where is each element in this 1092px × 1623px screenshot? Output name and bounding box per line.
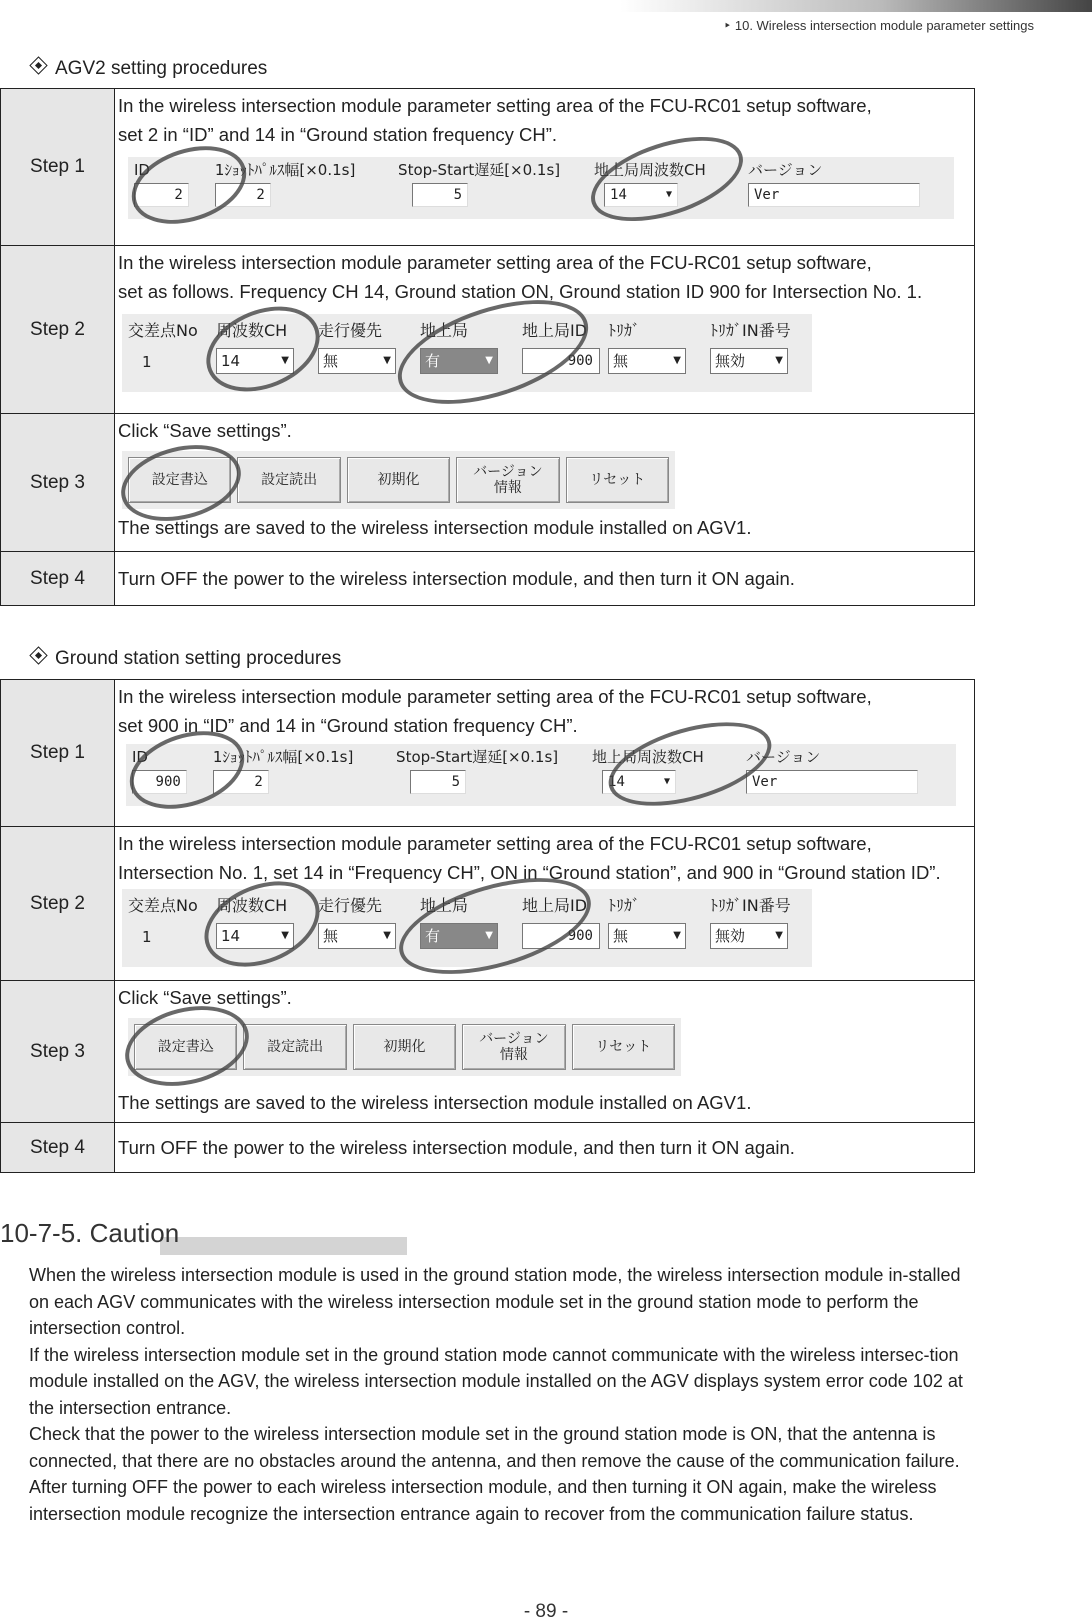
freq-value: 14 [221, 352, 241, 370]
ground-station-label: 地上局 [420, 321, 469, 340]
step-body: Turn OFF the power to the wireless intersection module, and then turn it ON again. [115, 1123, 975, 1173]
trigger-select[interactable] [608, 348, 686, 374]
dropdown-arrow-icon: ▼ [281, 930, 289, 941]
caution-heading: 10-7-5. Caution [0, 1218, 180, 1248]
dropdown-arrow-icon: ▼ [281, 355, 289, 366]
ground-heading-text: Ground station setting procedures [55, 648, 342, 669]
dropdown-arrow-icon: ▼ [673, 930, 681, 941]
buttons-screenshot [128, 1018, 681, 1076]
dropdown-arrow-icon: ▼ [383, 355, 391, 366]
instruction-line: set 900 in “ID” and 14 in “Ground station frequency CH”. [118, 715, 578, 736]
gs-freq-label: 地上局周波数CH [592, 748, 704, 766]
gs-freq-value: 14 [610, 187, 627, 203]
dropdown-arrow-icon: ▼ [775, 930, 783, 941]
trigger-in-select[interactable] [710, 348, 788, 374]
save-settings-button[interactable]: 設定書込 [128, 457, 231, 503]
priority-label: 走行優先 [318, 896, 383, 915]
version-info-button[interactable]: バージョン 情報 [456, 457, 559, 503]
step-label: Step 3 [1, 414, 115, 552]
freq-select[interactable] [216, 923, 294, 949]
version-label: バージョン [748, 161, 823, 179]
trigger-value: 無 [613, 927, 629, 945]
step-label: Step 4 [1, 552, 115, 606]
step-label: Step 4 [1, 1123, 115, 1173]
trigger-value: 無 [613, 352, 629, 370]
version-info-button[interactable]: バージョン 情報 [462, 1024, 565, 1070]
ground-station-label: 地上局 [420, 896, 469, 915]
step-body [115, 414, 975, 552]
instruction-line: set 2 in “ID” and 14 in “Ground station frequency CH”. [118, 124, 558, 145]
diamond-bullet-icon [29, 646, 47, 664]
running-header: ‣ 10. Wireless intersection module parameter settings [723, 18, 1034, 33]
intersection-no-value: 1 [142, 353, 152, 371]
ground-steps-table [0, 679, 975, 1173]
header-gradient-bar [620, 0, 1092, 12]
agv2-heading-text: AGV2 setting procedures [55, 58, 268, 79]
reset-button[interactable]: リセット [566, 457, 669, 503]
pulse-width-field[interactable]: 2 [213, 770, 269, 794]
read-settings-button[interactable]: 設定読出 [243, 1024, 346, 1070]
intersection-screenshot [122, 889, 812, 967]
dropdown-arrow-icon: ▼ [383, 930, 391, 941]
trigger-in-value: 無効 [715, 927, 746, 945]
instruction-line: In the wireless intersection module parameter setting area of the FCU-RC01 setup software, [118, 686, 872, 707]
ground-step3-row [1, 981, 975, 1123]
ground-station-id-label: 地上局ID [522, 896, 588, 915]
agv2-step4-row [1, 552, 975, 606]
trigger-label: ﾄﾘｶﾞ [608, 896, 641, 915]
ground-station-select[interactable] [420, 348, 498, 374]
instruction-line: In the wireless intersection module parameter setting area of the FCU-RC01 setup software, [118, 252, 872, 273]
id-label: ID [132, 748, 148, 766]
agv2-steps-table [0, 88, 975, 606]
trigger-in-label: ﾄﾘｶﾞIN番号 [710, 321, 791, 340]
dropdown-arrow-icon: ▼ [673, 355, 681, 366]
ground-station-id-label: 地上局ID [522, 321, 588, 340]
step-label: Step 1 [1, 680, 115, 827]
freq-label: 周波数CH [216, 321, 288, 340]
save-settings-button[interactable]: 設定書込 [134, 1024, 237, 1070]
ground-step4-row [1, 1123, 975, 1173]
instruction-line: set as follows. Frequency CH 14, Ground station ON, Ground station ID 900 for Intersection No. 1. [118, 281, 923, 302]
ground-station-id-field[interactable]: 900 [522, 923, 600, 949]
step-label: Step 1 [1, 89, 115, 246]
gs-freq-label: 地上局周波数CH [594, 161, 706, 179]
freq-label: 周波数CH [216, 896, 288, 915]
freq-select[interactable] [216, 348, 294, 374]
step-label: Step 2 [1, 827, 115, 981]
trigger-select[interactable] [608, 923, 686, 949]
version-field: Ver [748, 183, 920, 207]
param-screenshot [126, 744, 956, 806]
diamond-bullet-icon [29, 56, 47, 74]
result-note: The settings are saved to the wireless intersection module installed on AGV1. [118, 517, 752, 538]
id-field[interactable]: 900 [132, 770, 187, 794]
initialize-button[interactable]: 初期化 [353, 1024, 456, 1070]
param-screenshot [128, 157, 954, 219]
gs-freq-value: 14 [608, 774, 625, 790]
ground-station-value: 有 [425, 927, 441, 945]
trigger-in-value: 無効 [715, 352, 746, 370]
priority-select[interactable] [318, 923, 396, 949]
dropdown-arrow-icon: ▼ [485, 355, 493, 366]
id-label: ID [134, 161, 150, 179]
step-body [115, 246, 975, 414]
intersection-screenshot [122, 314, 812, 392]
dropdown-arrow-icon: ▼ [775, 355, 783, 366]
instruction-line: Click “Save settings”. [118, 420, 292, 441]
agv2-step1-row [1, 89, 975, 246]
delay-label: Stop-Start遅延[×0.1s] [398, 161, 561, 179]
pulse-width-label: 1ｼｮｯﾄﾊﾟﾙｽ幅[×0.1s] [214, 161, 356, 179]
ground-station-select[interactable] [420, 923, 498, 949]
id-field[interactable]: 2 [134, 183, 189, 207]
caution-paragraph: If the wireless intersection module set in the ground station mode cannot communicate with the wireless intersec-tion module installed on the AGV, the wireless intersection module installed on the AGV displays system error code 102 at the intersection entrance. [29, 1344, 963, 1418]
pulse-width-label: 1ｼｮｯﾄﾊﾟﾙｽ幅[×0.1s] [212, 748, 354, 766]
caution-paragraph: When the wireless intersection module is used in the ground station mode, the wireless intersection module in-stalled on each AGV communicates with the wireless intersection module set in the ground station mode to perform the intersection control. [29, 1265, 961, 1338]
intersection-no-label: 交差点No [128, 321, 198, 340]
page-number: - 89 - [523, 1601, 569, 1622]
step-body [115, 827, 975, 981]
dropdown-arrow-icon: ▼ [664, 776, 671, 787]
gs-freq-select[interactable] [602, 770, 676, 794]
step-body [115, 680, 975, 827]
trigger-in-select[interactable] [710, 923, 788, 949]
agv2-step3-row [1, 414, 975, 552]
ground-station-id-field[interactable]: 900 [522, 348, 600, 374]
read-settings-button[interactable]: 設定読出 [237, 457, 340, 503]
initialize-button[interactable]: 初期化 [347, 457, 450, 503]
step-body: Turn OFF the power to the wireless intersection module, and then turn it ON again. [115, 552, 975, 606]
step-label: Step 2 [1, 246, 115, 414]
dropdown-arrow-icon: ▼ [485, 930, 493, 941]
reset-button[interactable]: リセット [572, 1024, 675, 1070]
step-label: Step 3 [1, 981, 115, 1123]
intersection-no-value: 1 [142, 928, 152, 946]
step-body [115, 981, 975, 1123]
buttons-screenshot [122, 451, 675, 509]
version-label: バージョン [746, 748, 821, 766]
caution-body [29, 1262, 979, 1527]
ground-heading [32, 648, 341, 670]
ground-station-value: 有 [425, 352, 441, 370]
step-body [115, 89, 975, 246]
delay-field[interactable]: 5 [410, 770, 466, 794]
agv2-step2-row [1, 246, 975, 414]
caution-heading-bar [160, 1237, 407, 1255]
ground-step2-row [1, 827, 975, 981]
priority-value: 無 [323, 352, 339, 370]
dropdown-arrow-icon: ▼ [666, 189, 673, 200]
version-field: Ver [746, 770, 918, 794]
delay-label: Stop-Start遅延[×0.1s] [396, 748, 559, 766]
priority-select[interactable] [318, 348, 396, 374]
intersection-no-label: 交差点No [128, 896, 198, 915]
gs-freq-select[interactable] [604, 183, 678, 207]
freq-value: 14 [221, 927, 241, 945]
instruction-line: Intersection No. 1, set 14 in “Frequency CH”, ON in “Ground station”, and 900 in “Ground station ID”. [118, 862, 941, 883]
instruction-line: In the wireless intersection module parameter setting area of the FCU-RC01 setup software, [118, 833, 872, 854]
delay-field[interactable]: 5 [412, 183, 468, 207]
pulse-width-field[interactable]: 2 [215, 183, 271, 207]
instruction-line: Click “Save settings”. [118, 987, 292, 1008]
instruction-line: In the wireless intersection module parameter setting area of the FCU-RC01 setup software, [118, 95, 872, 116]
priority-value: 無 [323, 927, 339, 945]
ground-step1-row [1, 680, 975, 827]
trigger-label: ﾄﾘｶﾞ [608, 321, 641, 340]
trigger-in-label: ﾄﾘｶﾞIN番号 [710, 896, 791, 915]
caution-paragraph: Check that the power to the wireless intersection module set in the ground station mode is ON, that the antenna is connected, that there are no obstacles around the antenna, and then remove the cause of the communication failure. After turning OFF the power to each wireless intersection module, and then turning it ON again, make the wireless intersection module recognize the intersection entrance again to recover from the communication failure status. [29, 1424, 960, 1524]
agv2-heading [32, 58, 267, 80]
priority-label: 走行優先 [318, 321, 383, 340]
result-note: The settings are saved to the wireless intersection module installed on AGV1. [118, 1092, 752, 1113]
